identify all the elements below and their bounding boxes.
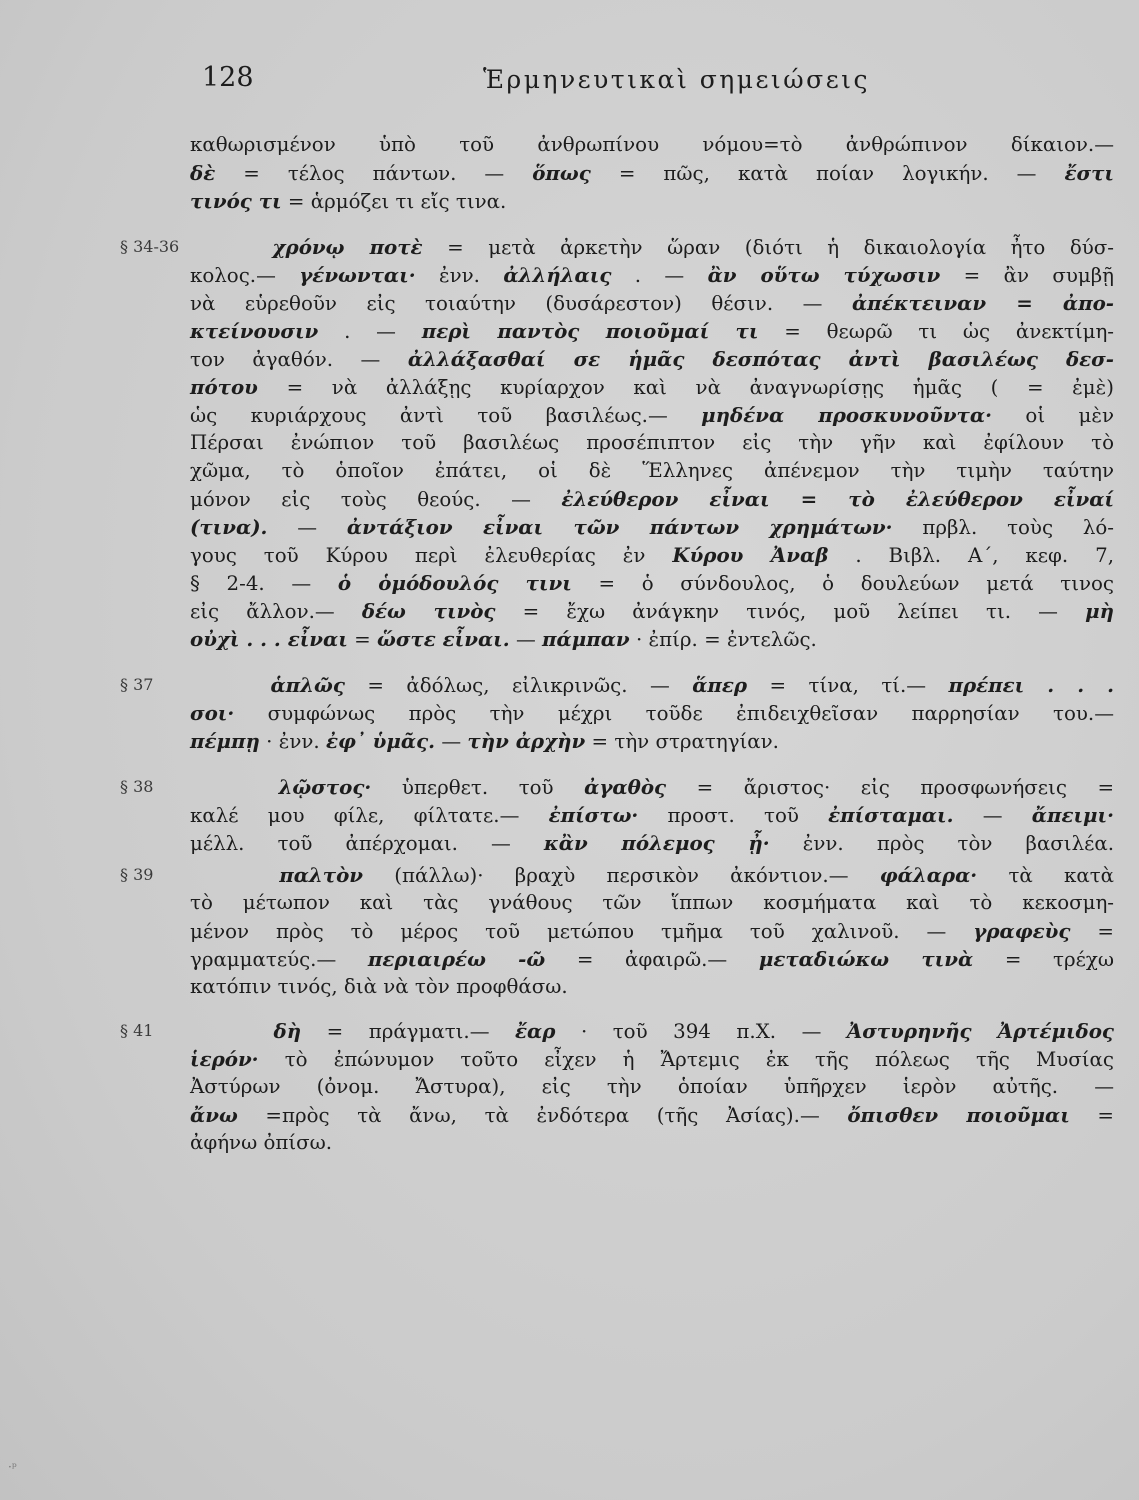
- lemma: ἔστι: [1064, 161, 1114, 185]
- gloss-text: · ἐνν.: [266, 730, 326, 753]
- gloss-text: = τὴν στρατηγίαν.: [591, 730, 779, 753]
- lemma: Ἀστυρηνῆς Ἀρτέμιδος: [846, 1019, 1114, 1043]
- text-line: [190, 774, 1114, 801]
- gloss-text: συμφώνως πρὸς τὴν μέχρι τοῦδε ἐπιδειχθεῖσαν παρρησίαν του.—: [267, 702, 1114, 725]
- lemma: ἐπίστω·: [548, 803, 639, 827]
- lemma: ἁπλῶς: [270, 673, 345, 697]
- lemma: ἔαρ: [515, 1019, 556, 1043]
- gloss-text: = ἀδόλως, εἰλικρινῶς. —: [367, 674, 693, 697]
- text-line: [190, 862, 1114, 889]
- gloss-text: = τίνα, τί.—: [769, 674, 949, 697]
- lemma: κἂν πόλεμος ᾖ·: [543, 831, 770, 855]
- lemma: ἄπειμι·: [1031, 803, 1114, 827]
- gloss-text: τὸ ἐπώνυμον τοῦτο εἶχεν ἡ Ἄρτεμις ἐκ τῆς πόλεως τῆς Μυσίας: [284, 1048, 1114, 1071]
- lemma: χρόνῳ ποτὲ: [272, 235, 423, 259]
- gloss-text: χῶμα, τὸ ὁποῖον ἐπάτει, οἱ δὲ Ἕλληνες ἀπένεμον τὴν τιμὴν ταύτην: [190, 459, 1114, 482]
- gloss-text: = πράγματι.—: [326, 1020, 516, 1043]
- text-line: [190, 486, 1114, 513]
- gloss-text: —: [297, 516, 347, 539]
- gloss-text: νὰ εὑρεθοῦν εἰς τοιαύτην (δυσάρεστον) θέσιν. —: [190, 292, 852, 315]
- text-line: [190, 132, 1114, 158]
- section-label: § 41: [120, 1021, 154, 1040]
- gloss-text: (πάλλω)· βραχὺ περσικὸν ἀκόντιον.—: [394, 864, 880, 887]
- gloss-text: οἱ μὲν: [1025, 404, 1115, 427]
- lemma: μὴ: [1085, 599, 1114, 623]
- text-line: [190, 318, 1114, 345]
- lemma: ἄνω: [190, 1103, 238, 1127]
- text-line: [190, 918, 1114, 945]
- text-line: [190, 374, 1114, 401]
- lemma: ἀντάξιον εἶναι τῶν πάντων χρημάτων·: [346, 515, 893, 539]
- margin-mark: ·ᵖ: [8, 1460, 17, 1474]
- gloss-text: = ἂν συμβῇ: [963, 264, 1114, 287]
- text-line: [190, 234, 1114, 261]
- lemma: κτείνουσιν: [190, 319, 319, 343]
- text-line: [190, 1046, 1114, 1073]
- text-line: [190, 514, 1114, 541]
- text-line: [190, 402, 1114, 429]
- lemma: φάλαρα·: [879, 863, 978, 887]
- gloss-text: = ὁ σύνδουλος, ὁ δουλεύων μετά τινος: [598, 572, 1115, 595]
- lemma: ἂν οὕτω τύχωσιν: [707, 263, 941, 287]
- gloss-text: —: [982, 804, 1032, 827]
- section-label: § 38: [120, 777, 154, 796]
- lemma: ὄπισθεν ποιοῦμαι: [847, 1103, 1070, 1127]
- gloss-text: = μετὰ ἀρκετὴν ὥραν (διότι ἡ δικαιολογία ἦτο δύσ-: [447, 236, 1114, 259]
- section-label: § 39: [120, 865, 154, 884]
- gloss-text: εἰς ἄλλον.—: [190, 600, 362, 623]
- lemma: δέω τινὸς: [361, 599, 496, 623]
- text-line: [190, 626, 1114, 653]
- gloss-text: ὑπερθετ. τοῦ: [401, 776, 585, 799]
- text-line: [190, 458, 1114, 484]
- gloss-text: = τρέχω: [1004, 948, 1114, 971]
- text-line: [190, 598, 1114, 625]
- gloss-text: μένον πρὸς τὸ μέρος τοῦ μετώπου τμῆμα τοῦ χαλινοῦ. —: [190, 920, 974, 943]
- text-line: [190, 290, 1114, 317]
- lemma: περὶ παντὸς ποιοῦμαί τι: [421, 319, 759, 343]
- lemma: πρέπει . . .: [948, 673, 1114, 697]
- gloss-text: καλέ μου φίλε, φίλτατε.—: [190, 804, 549, 827]
- gloss-text: Πέρσαι ἐνώπιον τοῦ βασιλέως προσέπιπτον εἰς τὴν γῆν καὶ ἐφίλουν τὸ: [190, 431, 1114, 454]
- gloss-text: γραμματεύς.—: [190, 948, 368, 971]
- lemma: δὲ: [190, 161, 216, 185]
- lemma: ἐφ᾽ ὑμᾶς.: [325, 729, 436, 753]
- gloss-text: =: [354, 628, 377, 651]
- lemma: ὁ ὁμόδουλός τινι: [337, 571, 572, 595]
- gloss-text: = ἄριστος· εἰς προσφωνήσεις =: [696, 776, 1115, 799]
- lemma: σοι·: [190, 701, 235, 725]
- gloss-text: = ἔχω ἀνάγκην τινός, μοῦ λείπει τι. —: [522, 600, 1086, 623]
- gloss-text: ἀφήνω ὀπίσω.: [190, 1131, 333, 1154]
- lemma: γραφεὺς: [973, 919, 1071, 943]
- gloss-text: . —: [344, 320, 422, 343]
- section-label: § 37: [120, 675, 154, 694]
- gloss-text: τὸ μέτωπον καὶ τὰς γνάθους τῶν ἵππων κοσμήματα καὶ τὸ κεκοσμη-: [190, 891, 1114, 914]
- text-line: [190, 830, 1114, 857]
- lemma: ἅπερ: [692, 673, 748, 697]
- lemma: ὅπως: [532, 161, 591, 185]
- gloss-text: =: [1097, 1104, 1114, 1127]
- lemma: τὴν ἀρχὴν: [467, 729, 586, 753]
- text-line: [190, 946, 1114, 973]
- running-head: [0, 62, 1139, 102]
- text-line: [190, 1102, 1114, 1129]
- gloss-text: = θεωρῶ τι ὡς ἀνεκτίμη-: [784, 320, 1114, 343]
- gloss-text: τὰ κατὰ: [1008, 864, 1114, 887]
- gloss-text: . —: [634, 264, 708, 287]
- gloss-text: = ἀφαιρῶ.—: [576, 948, 759, 971]
- gloss-text: Ἀστύρων (ὀνομ. Ἄστυρα), εἰς τὴν ὁποίαν ὑπῆρχεν ἱερὸν αὐτῆς. —: [190, 1075, 1114, 1098]
- lemma: τινός τι: [190, 189, 282, 213]
- gloss-text: · τοῦ 394 π.Χ. —: [580, 1020, 822, 1043]
- gloss-text: ἐνν. πρὸς τὸν βασιλέα.: [802, 832, 1114, 855]
- text-line: [190, 262, 1114, 289]
- lemma: γένωνται·: [299, 263, 416, 287]
- section-label: § 34-36: [120, 237, 180, 256]
- gloss-text: —: [515, 628, 543, 651]
- gloss-text: [190, 775, 248, 801]
- lemma: ἐπίσταμαι.: [828, 803, 954, 827]
- text-line: [190, 672, 1114, 699]
- gloss-text: ἐνν.: [438, 264, 504, 287]
- text-line: [190, 188, 1114, 215]
- gloss-text: ὡς κυριάρχους ἀντὶ τοῦ βασιλέως.—: [190, 404, 702, 427]
- page-number: 128: [202, 62, 254, 93]
- gloss-text: =πρὸς τὰ ἄνω, τὰ ἐνδότερα (τῆς Ἀσίας).—: [265, 1104, 820, 1127]
- gloss-text: κατόπιν τινός, διὰ νὰ τὸν προφθάσω.: [190, 975, 568, 998]
- gloss-text: γους τοῦ Κύρου περὶ ἐλευθερίας ἐν: [190, 544, 673, 567]
- lemma: λῷστος·: [278, 775, 372, 799]
- lemma: μεταδιώκω τινὰ: [758, 947, 974, 971]
- text-line: [190, 542, 1114, 569]
- gloss-text: =: [1097, 920, 1114, 943]
- lemma: Κύρου Ἀναβ: [672, 543, 829, 567]
- lemma: ἀλλάξασθαί σε ἡμᾶς δεσπότας ἀντὶ βασιλέως δεσ-: [407, 347, 1114, 371]
- text-line: [190, 728, 1114, 755]
- text-line: [190, 160, 1114, 187]
- lemma: παλτὸν: [279, 863, 364, 887]
- gloss-text: τον ἀγαθόν. —: [190, 348, 408, 371]
- gloss-text: κολος.—: [190, 264, 300, 287]
- text-line: [190, 890, 1114, 916]
- text-line: [190, 1074, 1114, 1100]
- gloss-text: = πῶς, κατὰ ποίαν λογικήν. —: [618, 162, 1065, 185]
- lemma: μηδένα προσκυνοῦντα·: [701, 403, 992, 427]
- lemma: (τινα).: [190, 515, 268, 539]
- lemma: δὴ: [273, 1019, 302, 1043]
- gloss-text: πρβλ. τοὺς λό-: [922, 516, 1114, 539]
- lemma: πέμπῃ: [190, 729, 260, 753]
- gloss-text: [190, 863, 248, 889]
- gloss-text: μόνον εἰς τοὺς θεούς. —: [190, 488, 562, 511]
- lemma: ἀλλήλαις: [503, 263, 612, 287]
- text-line: [190, 1130, 1114, 1156]
- text-line: [190, 570, 1114, 597]
- gloss-text: . Βιβλ. Α΄, κεφ. 7,: [855, 544, 1114, 567]
- text-line: [190, 346, 1114, 373]
- gloss-text: προστ. τοῦ: [667, 804, 829, 827]
- lemma: οὐχὶ . . . εἶναι: [190, 627, 348, 651]
- lemma: ἐλεύθερον εἶναι = τὸ ἐλεύθερον εἶναί: [561, 487, 1114, 511]
- text-line: [190, 1018, 1114, 1045]
- gloss-text: § 2-4. —: [190, 572, 338, 595]
- gloss-text: = τέλος πάντων. —: [243, 162, 533, 185]
- gloss-text: · ἐπίρ. = ἐντελῶς.: [635, 628, 817, 651]
- gloss-text: = νὰ ἀλλάξῃς κυρίαρχον καὶ νὰ ἀναγνωρίσῃς ἡμᾶς ( = ἐμὲ): [286, 376, 1114, 399]
- gloss-text: [190, 1019, 248, 1045]
- lemma: ὥστε εἶναι.: [377, 627, 510, 651]
- gloss-text: καθωρισμένον ὑπὸ τοῦ ἀνθρωπίνου νόμου=τὸ ἀνθρώπινον δίκαιον.—: [190, 133, 1114, 156]
- gloss-text: [190, 673, 248, 699]
- text-line: [190, 430, 1114, 456]
- gloss-text: μέλλ. τοῦ ἀπέρχομαι. —: [190, 832, 544, 855]
- lemma: ἱερόν·: [190, 1047, 259, 1071]
- lemma: πότου: [190, 375, 258, 399]
- gloss-text: [190, 235, 248, 261]
- gloss-text: —: [441, 730, 468, 753]
- text-line: [190, 802, 1114, 829]
- header-title: Ἑρμηνευτικαὶ σημειώσεις: [483, 65, 870, 94]
- lemma: ἀγαθὸς: [584, 775, 667, 799]
- lemma: ἀπέκτειναν = ἀπο-: [851, 291, 1115, 315]
- text-line: [190, 700, 1114, 727]
- gloss-text: = ἁρμόζει τι εἴς τινα.: [287, 190, 507, 213]
- text-line: [190, 974, 1114, 1000]
- lemma: περιαιρέω -ῶ: [367, 947, 546, 971]
- lemma: πάμπαν: [542, 627, 630, 651]
